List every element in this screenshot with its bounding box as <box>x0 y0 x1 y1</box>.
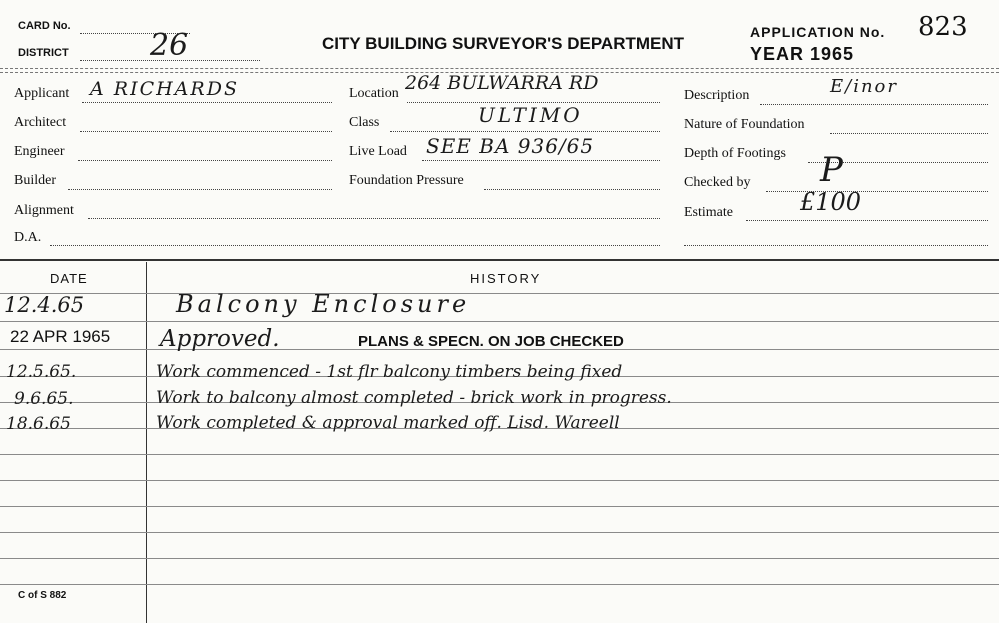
department-title: CITY BUILDING SURVEYOR'S DEPARTMENT <box>322 34 685 53</box>
location-label: Location <box>349 86 399 101</box>
history-entry: Approved. <box>160 326 280 352</box>
history-date: 18.6.65 <box>6 414 71 434</box>
description-label: Description <box>684 88 750 103</box>
estimate-label: Estimate <box>684 205 733 220</box>
alignment-label: Alignment <box>14 203 74 218</box>
card-no-label: CARD No. <box>18 20 71 32</box>
application-label: APPLICATION No. <box>750 24 886 40</box>
date-header: DATE <box>50 271 88 286</box>
live-load-value: SEE BA 936/65 <box>426 134 595 158</box>
foundation-pressure-label: Foundation Pressure <box>349 173 464 188</box>
nature-of-foundation-label: Nature of Foundation <box>684 117 805 132</box>
form-number: C of S 882 <box>18 590 67 601</box>
application-number: 823 <box>918 12 968 42</box>
depth-of-footings-label: Depth of Footings <box>684 146 786 161</box>
year-label: YEAR 1965 <box>750 44 855 64</box>
history-top-rule <box>0 259 999 261</box>
history-date: 12.4.65 <box>4 293 85 317</box>
history-date: 9.6.65. <box>14 389 74 409</box>
architect-label: Architect <box>14 115 67 130</box>
date-column-divider <box>146 262 147 623</box>
history-entry: Balcony Enclosure <box>176 290 471 318</box>
checked-by-value: P <box>820 150 843 190</box>
applicant-label: Applicant <box>14 86 70 101</box>
district-label: DISTRICT <box>18 47 69 59</box>
approval-stamp: PLANS & SPECN. ON JOB CHECKED <box>358 333 624 350</box>
history-date-stamp: 22 APR 1965 <box>10 327 111 346</box>
live-load-label: Live Load <box>349 144 407 159</box>
da-label: D.A. <box>14 230 42 245</box>
history-entry: Work commenced - 1st flr balcony timbers being fixed <box>156 362 623 382</box>
engineer-label: Engineer <box>14 144 65 159</box>
location-value: 264 BULWARRA RD <box>405 72 599 94</box>
history-header: HISTORY <box>470 271 542 286</box>
class-value: ULTIMO <box>478 103 583 127</box>
history-entry: Work completed & approval marked off. Lisd. Wareell <box>156 413 620 433</box>
history-date: 12.5.65. <box>6 362 77 382</box>
applicant-value: A RICHARDS <box>90 78 239 100</box>
description-value: E/inor <box>830 76 898 97</box>
class-label: Class <box>349 115 380 130</box>
estimate-value: £100 <box>800 188 862 216</box>
builder-label: Builder <box>14 173 56 188</box>
district-value: 26 <box>150 28 189 63</box>
checked-by-label: Checked by <box>684 175 751 190</box>
history-entry: Work to balcony almost completed - brick work in progress. <box>156 388 672 408</box>
